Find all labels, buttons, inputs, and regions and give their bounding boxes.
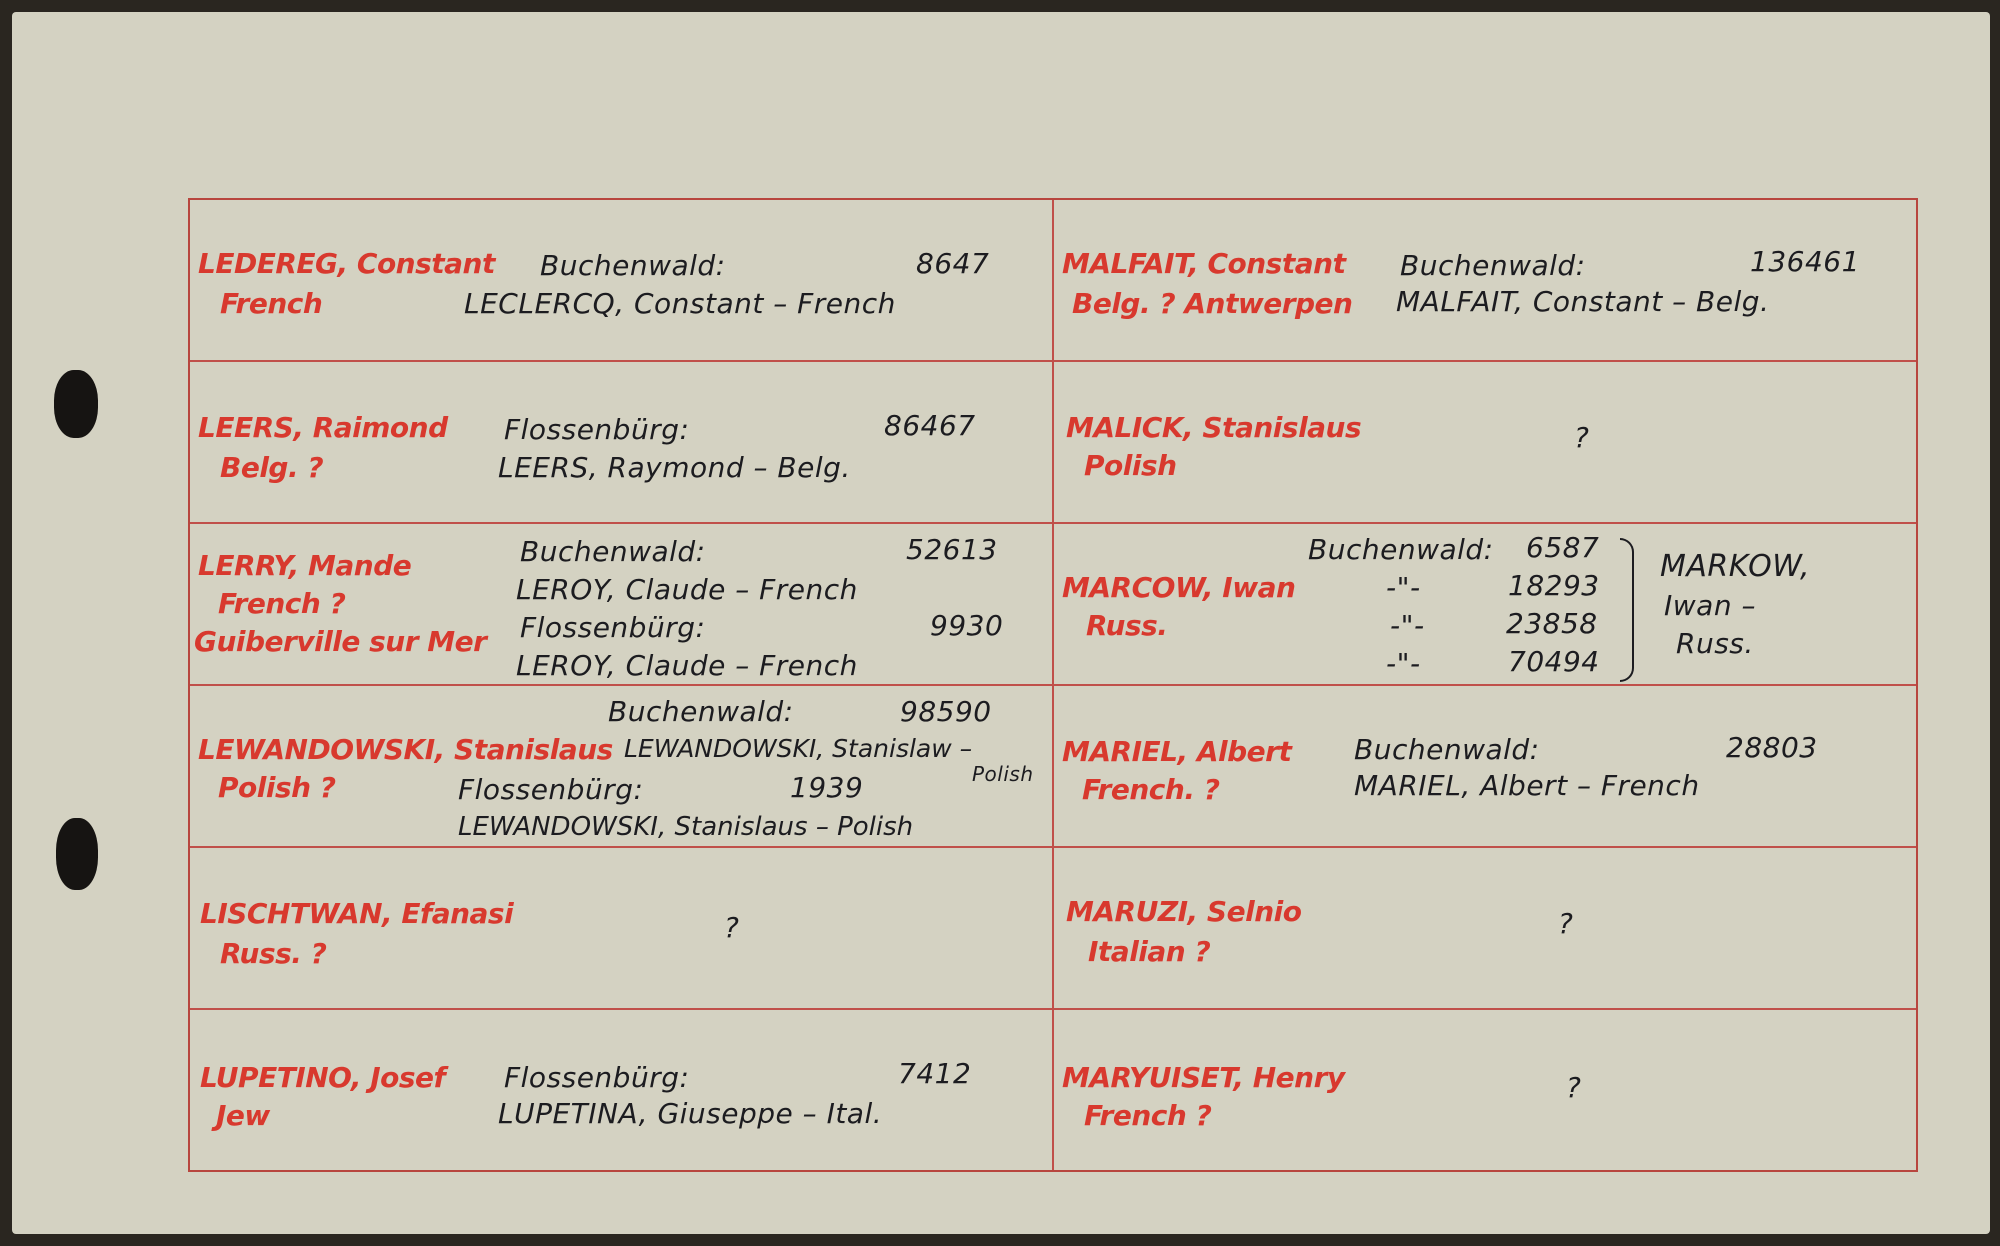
entry-nationality: Jew [216, 1099, 270, 1132]
entry-nationality: Russ. [1086, 609, 1168, 642]
entry-camp: Flossenbürg: [458, 773, 644, 806]
entry-identified: MARIEL, Albert – French [1354, 769, 1700, 802]
entry-number: 8647 [916, 247, 990, 280]
entry-number: 23858 [1506, 607, 1598, 640]
entry-nationality: Polish [1084, 449, 1177, 482]
entry-identified: MARKOW, [1660, 549, 1810, 584]
unknown-mark: ? [1574, 421, 1590, 454]
entry-identified: MALFAIT, Constant – Belg. [1396, 285, 1770, 318]
column-divider [1052, 200, 1054, 1170]
entry-nationality: Belg. ? Antwerpen [1072, 287, 1353, 320]
entry-name: LISCHTWAN, Efanasi [200, 897, 514, 930]
entry-number: 70494 [1508, 645, 1600, 678]
entry-name: MALICK, Stanislaus [1066, 411, 1362, 444]
entry-camp: Buchenwald: [520, 535, 706, 568]
entry-identified: LEWANDOWSKI, Stanislaw – [624, 734, 973, 763]
entry-number: 7412 [898, 1057, 972, 1090]
entry-number: 18293 [1508, 569, 1600, 602]
unknown-mark: ? [1566, 1071, 1582, 1104]
entry-name: LEERS, Raimond [198, 411, 448, 444]
entry-nationality: Polish ? [218, 771, 336, 804]
entry-nationality: French ? [218, 587, 346, 620]
entry-camp: Flossenbürg: [504, 413, 690, 446]
unknown-mark: ? [1558, 907, 1574, 940]
index-card [12, 12, 1990, 1234]
entry-number: 1939 [790, 771, 864, 804]
entry-name: MARCOW, Iwan [1062, 571, 1296, 604]
entry-camp: Buchenwald: [1354, 733, 1540, 766]
entry-number: 52613 [906, 533, 998, 566]
entry-number: 6587 [1526, 531, 1600, 564]
ditto-mark: -"- [1390, 609, 1425, 642]
entry-number: 86467 [884, 409, 976, 442]
entry-number: 9930 [930, 609, 1004, 642]
entry-nationality: Belg. ? [220, 451, 324, 484]
entry-identified: LEROY, Claude – French [516, 649, 858, 682]
entry-camp: Buchenwald: [1400, 249, 1586, 282]
entry-name: LUPETINO, Josef [200, 1061, 446, 1094]
entry-number: 136461 [1750, 245, 1860, 278]
record-grid [188, 198, 1918, 1172]
entry-identified: Russ. [1676, 627, 1754, 660]
entry-camp: Flossenbürg: [504, 1061, 690, 1094]
entry-identified: LEROY, Claude – French [516, 573, 858, 606]
entry-name: MARYUISET, Henry [1062, 1061, 1345, 1094]
punch-hole-bottom [56, 818, 98, 890]
unknown-mark: ? [724, 911, 740, 944]
ditto-mark: -"- [1386, 647, 1421, 680]
entry-nationality: Italian ? [1088, 935, 1211, 968]
entry-camp: Buchenwald: [1308, 533, 1494, 566]
grouping-brace [1620, 538, 1634, 682]
entry-number: 98590 [900, 695, 992, 728]
entry-name: LEWANDOWSKI, Stanislaus [198, 733, 613, 766]
entry-name: MARIEL, Albert [1062, 735, 1292, 768]
entry-identified: LEWANDOWSKI, Stanislaus – Polish [458, 812, 914, 842]
ditto-mark: -"- [1386, 571, 1421, 604]
entry-camp: Buchenwald: [540, 249, 726, 282]
entry-name: LERRY, Mande [198, 549, 412, 582]
entry-nationality: French [220, 287, 323, 320]
entry-camp: Flossenbürg: [520, 611, 706, 644]
entry-name: MARUZI, Selnio [1066, 895, 1302, 928]
entry-identified: LECLERCQ, Constant – French [464, 287, 896, 320]
entry-nationality: French. ? [1082, 773, 1220, 806]
entry-identified: LEERS, Raymond – Belg. [498, 451, 851, 484]
entry-nationality: French ? [1084, 1099, 1212, 1132]
entry-identified: Iwan – [1664, 589, 1756, 622]
entry-number: 28803 [1726, 731, 1818, 764]
entry-identified-note: Polish [972, 762, 1034, 786]
entry-name: LEDEREG, Constant [198, 247, 495, 280]
entry-name: MALFAIT, Constant [1062, 247, 1346, 280]
entry-identified: LUPETINA, Giuseppe – Ital. [498, 1097, 883, 1130]
entry-camp: Buchenwald: [608, 695, 794, 728]
entry-place: Guiberville sur Mer [194, 625, 487, 658]
punch-hole-top [54, 370, 98, 438]
entry-nationality: Russ. ? [220, 937, 327, 970]
